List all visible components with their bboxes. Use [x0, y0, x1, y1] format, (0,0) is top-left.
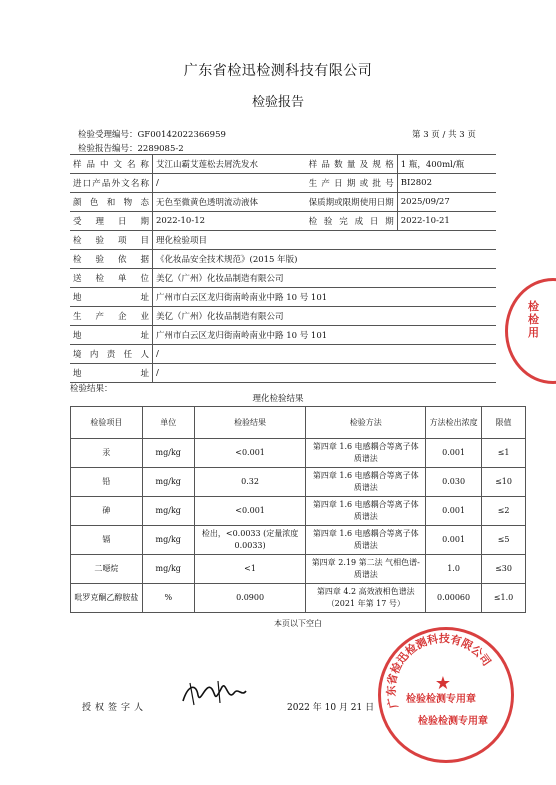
table-row	[71, 555, 526, 584]
table-row	[71, 468, 526, 497]
info-label: 检 验 依 据	[73, 255, 149, 265]
info-value: 1 瓶，400ml/瓶	[397, 155, 496, 174]
info-label: 保 质 期 或 限 期 使 用 日 期	[308, 198, 394, 208]
results-table	[70, 406, 526, 613]
info-label: 地 址	[73, 331, 149, 341]
info-row	[70, 212, 496, 231]
table-cell: 0.030	[426, 468, 482, 497]
info-row	[70, 364, 496, 383]
star-icon: ★	[434, 673, 452, 694]
table-row	[71, 584, 526, 613]
table-cell: mg/kg	[142, 468, 194, 497]
info-row	[70, 174, 496, 193]
info-value: 2022-10-12	[153, 212, 306, 231]
table-cell: 汞	[71, 439, 143, 468]
handwritten-signature	[178, 675, 248, 709]
info-label: 境 内 责 任 人	[73, 350, 149, 360]
info-row	[70, 288, 496, 307]
table-cell: mg/kg	[142, 555, 194, 584]
table-cell: 第四章 4.2 高效液相色谱法（2021 年第 17 号）	[306, 584, 426, 613]
table-cell: <1	[194, 555, 306, 584]
info-value: /	[153, 364, 497, 383]
seal-label-text: 检验检测专用章	[406, 694, 476, 705]
table-cell: ≤2	[482, 497, 526, 526]
column-header: 检验项目	[71, 407, 143, 439]
results-header-row	[71, 407, 526, 439]
results-subtitle: 理化检验结果	[252, 394, 304, 404]
table-cell: 第四章 1.6 电感耦合等离子体质谱法	[306, 526, 426, 555]
table-cell: 0.001	[426, 439, 482, 468]
info-value: 2025/09/27	[397, 193, 496, 212]
info-row	[70, 269, 496, 288]
signatory-label: 授权签字人	[82, 703, 148, 713]
table-cell: 1.0	[426, 555, 482, 584]
table-cell: mg/kg	[142, 439, 194, 468]
info-label: 地 址	[73, 369, 149, 379]
table-cell: %	[142, 584, 194, 613]
table-cell: mg/kg	[142, 497, 194, 526]
edge-seal-text: 检 检 用	[528, 300, 539, 339]
report-number: 检验报告编号：2289085-2	[78, 144, 184, 154]
column-header: 检验结果	[194, 407, 306, 439]
table-cell: 铅	[71, 468, 143, 497]
table-cell: ≤10	[482, 468, 526, 497]
table-cell: 镉	[71, 526, 143, 555]
table-cell: ≤1	[482, 439, 526, 468]
table-cell: 吡罗克酮乙醇胺盐	[71, 584, 143, 613]
info-label: 生 产 企 业	[73, 312, 149, 322]
info-value: 《化妆品安全技术规范》(2015 年版)	[153, 250, 497, 269]
seal-label-text-2: 检验检测专用章	[418, 716, 488, 727]
info-row	[70, 231, 496, 250]
info-value: 艾江山霸艾莲松去屑洗发水	[153, 155, 306, 174]
column-header: 单位	[142, 407, 194, 439]
column-header: 限值	[482, 407, 526, 439]
info-label: 样 品 数 量 及 规 格	[308, 160, 394, 170]
table-cell: 第四章 1.6 电感耦合等离子体质谱法	[306, 439, 426, 468]
info-label: 受 理 日 期	[73, 217, 149, 227]
column-header: 检验方法	[306, 407, 426, 439]
info-label: 地 址	[73, 293, 149, 303]
info-label: 样 品 中 文 名 称	[73, 160, 149, 170]
organization-name: 广东省检迅检测科技有限公司	[183, 63, 373, 79]
table-cell: mg/kg	[142, 526, 194, 555]
info-label: 颜 色 和 物 态	[73, 198, 149, 208]
info-row	[70, 307, 496, 326]
column-header: 方法检出浓度	[426, 407, 482, 439]
table-row	[71, 526, 526, 555]
seal-ring-text: 广东省检迅检测科技有限公司	[384, 632, 494, 710]
table-cell: 0.32	[194, 468, 306, 497]
table-cell: 检出，<0.0033 (定量浓度 0.0033)	[194, 526, 306, 555]
table-cell: ≤30	[482, 555, 526, 584]
info-label: 送 检 单 位	[73, 274, 149, 284]
table-row	[71, 439, 526, 468]
blank-below-note: 本页以下空白	[70, 618, 526, 629]
info-value: 无色至微黄色透明流动液体	[153, 193, 306, 212]
info-value: BI2802	[397, 174, 496, 193]
info-row	[70, 155, 496, 174]
signature-date: 2022 年 10 月 21 日	[287, 703, 375, 713]
info-label: 生 产 日 期 或 批 号	[308, 179, 394, 189]
table-cell: ≤5	[482, 526, 526, 555]
table-cell: 0.00060	[426, 584, 482, 613]
table-cell: 0.001	[426, 497, 482, 526]
table-cell: ≤1.0	[482, 584, 526, 613]
sample-info-table	[70, 154, 496, 383]
info-value: 2022-10-21	[397, 212, 496, 231]
page-indicator: 第 3 页 / 共 3 页	[412, 130, 476, 140]
info-value: /	[153, 345, 497, 364]
info-label: 检 验 完 成 日 期	[308, 217, 394, 227]
report-title: 检验报告	[251, 95, 304, 110]
table-cell: 第四章 1.6 电感耦合等离子体质谱法	[306, 497, 426, 526]
info-label: 进 口 产 品 外 文 名 称	[73, 179, 149, 189]
table-cell: 砷	[71, 497, 143, 526]
info-value: 理化检验项目	[153, 231, 497, 250]
accept-number: 检验受理编号：GF00142022366959	[78, 130, 226, 140]
table-cell: 0.0900	[194, 584, 306, 613]
table-cell: <0.001	[194, 497, 306, 526]
info-row	[70, 345, 496, 364]
info-row	[70, 250, 496, 269]
table-cell: 二噁烷	[71, 555, 143, 584]
table-cell: <0.001	[194, 439, 306, 468]
info-row	[70, 193, 496, 212]
info-value: 广州市白云区龙归街南岭南业中路 10 号 101	[153, 326, 497, 345]
info-row	[70, 326, 496, 345]
info-value: 美亿（广州）化妆品制造有限公司	[153, 307, 497, 326]
info-value: /	[153, 174, 306, 193]
results-heading: 检验结果：	[70, 384, 113, 394]
table-cell: 第四章 1.6 电感耦合等离子体质谱法	[306, 468, 426, 497]
table-cell: 第四章 2.19 第二法 气相色谱-质谱法	[306, 555, 426, 584]
info-value: 美亿（广州）化妆品制造有限公司	[153, 269, 497, 288]
table-row	[71, 497, 526, 526]
info-label: 检 验 项 目	[73, 236, 149, 246]
table-cell: 0.001	[426, 526, 482, 555]
info-value: 广州市白云区龙归街南岭南业中路 10 号 101	[153, 288, 497, 307]
